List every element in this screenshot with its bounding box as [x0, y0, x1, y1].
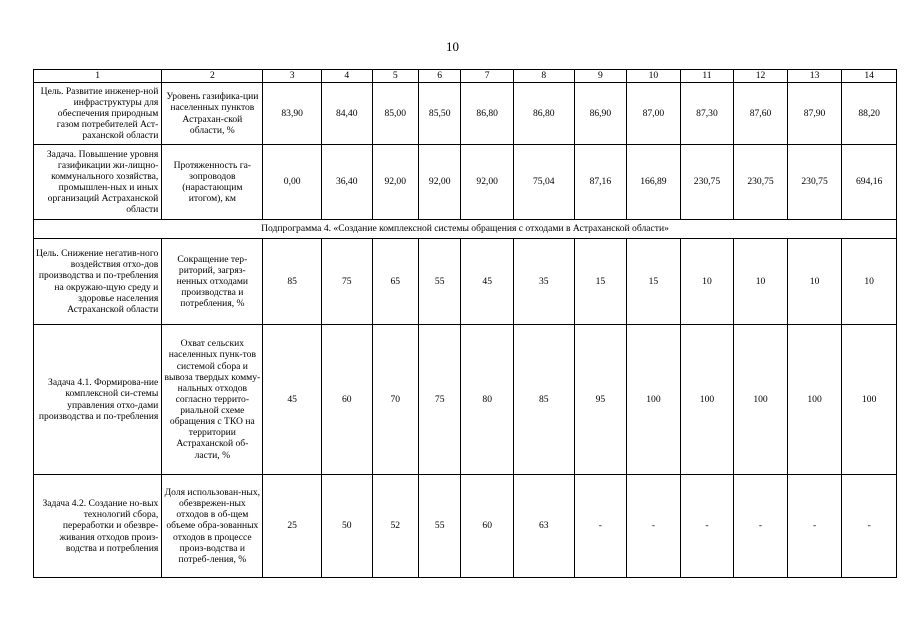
- value-cell: 80: [461, 325, 514, 475]
- value-cell: 65: [372, 239, 418, 325]
- value-cell: 60: [321, 325, 372, 475]
- value-cell: -: [842, 475, 897, 578]
- value-cell: 75,04: [513, 145, 574, 220]
- value-cell: 60: [461, 475, 514, 578]
- value-cell: 70: [372, 325, 418, 475]
- value-cell: 0,00: [263, 145, 322, 220]
- value-cell: 92,00: [418, 145, 460, 220]
- subprogram-row: [34, 220, 897, 239]
- header-cell: 5: [372, 70, 418, 83]
- value-cell: 100: [627, 325, 681, 475]
- value-cell: -: [734, 475, 788, 578]
- value-cell: 75: [418, 325, 460, 475]
- header-cell: 6: [418, 70, 460, 83]
- value-cell: 230,75: [787, 145, 842, 220]
- table-row: [34, 325, 897, 475]
- value-cell: 92,00: [372, 145, 418, 220]
- value-cell: 87,16: [574, 145, 627, 220]
- value-cell: 36,40: [321, 145, 372, 220]
- value-cell: 50: [321, 475, 372, 578]
- value-cell: 166,89: [627, 145, 681, 220]
- value-cell: 45: [461, 239, 514, 325]
- goal-cell: Задача 4.2. Создание но-вых технологий сбора, переработки и обезвре-живания отходов произ-водства и потребления: [34, 475, 162, 578]
- value-cell: 85,50: [418, 83, 460, 145]
- value-cell: 88,20: [842, 83, 897, 145]
- header-cell: 13: [787, 70, 842, 83]
- value-cell: 87,30: [680, 83, 734, 145]
- value-cell: 35: [513, 239, 574, 325]
- value-cell: 100: [734, 325, 788, 475]
- value-cell: -: [787, 475, 842, 578]
- value-cell: -: [574, 475, 627, 578]
- indicator-cell: Протяженность га-зопроводов (нарастающим итогом), км: [162, 145, 263, 220]
- goal-cell: Цель. Снижение негатив-ного воздействия отхо-дов производства и по-требления на окружаю-щую среду и здоровье населения Астраханской области: [34, 239, 162, 325]
- value-cell: 95: [574, 325, 627, 475]
- value-cell: 85,00: [372, 83, 418, 145]
- header-cell: 1: [34, 70, 162, 83]
- value-cell: 694,16: [842, 145, 897, 220]
- header-cell: 7: [461, 70, 514, 83]
- table-row: [34, 145, 897, 220]
- table-row: [34, 239, 897, 325]
- value-cell: 83,90: [263, 83, 322, 145]
- goal-cell: Цель. Развитие инженер-ной инфраструктуры для обеспечения природным газом потребителей Аст-раханской области: [34, 83, 162, 145]
- value-cell: -: [627, 475, 681, 578]
- value-cell: 52: [372, 475, 418, 578]
- header-cell: 3: [263, 70, 322, 83]
- value-cell: 85: [263, 239, 322, 325]
- goal-cell: Задача 4.1. Формирова-ние комплексной си-стемы управления отхо-дами производства и по-требления: [34, 325, 162, 475]
- value-cell: 100: [787, 325, 842, 475]
- header-cell: 9: [574, 70, 627, 83]
- indicator-cell: Уровень газифика-ции населенных пунктов Астрахан-ской области, %: [162, 83, 263, 145]
- table-row: [34, 475, 897, 578]
- indicator-cell: Сокращение тер-риторий, загряз-ненных отходами производства и потребления, %: [162, 239, 263, 325]
- header-cell: 10: [627, 70, 681, 83]
- header-cell: 11: [680, 70, 734, 83]
- value-cell: -: [680, 475, 734, 578]
- header-cell: 2: [162, 70, 263, 83]
- value-cell: 45: [263, 325, 322, 475]
- value-cell: 10: [680, 239, 734, 325]
- table-row: [34, 83, 897, 145]
- header-cell: 12: [734, 70, 788, 83]
- value-cell: 15: [574, 239, 627, 325]
- header-cell: 8: [513, 70, 574, 83]
- value-cell: 86,80: [461, 83, 514, 145]
- value-cell: 86,80: [513, 83, 574, 145]
- value-cell: 92,00: [461, 145, 514, 220]
- value-cell: 25: [263, 475, 322, 578]
- value-cell: 85: [513, 325, 574, 475]
- indicator-cell: Охват сельских населенных пунк-тов системой сбора и вывоза твердых комму-нальных отходов согласно террито-риальной схеме обращения с ТКО на территории Астраханской об-ласти, %: [162, 325, 263, 475]
- value-cell: 100: [842, 325, 897, 475]
- value-cell: 55: [418, 239, 460, 325]
- value-cell: 100: [680, 325, 734, 475]
- value-cell: 86,90: [574, 83, 627, 145]
- indicators-table: [33, 69, 897, 578]
- subprogram-title: Подпрограмма 4. «Создание комплексной системы обращения с отходами в Астраханской области»: [34, 220, 897, 239]
- value-cell: 10: [787, 239, 842, 325]
- value-cell: 55: [418, 475, 460, 578]
- header-row: [34, 70, 897, 83]
- value-cell: 87,60: [734, 83, 788, 145]
- value-cell: 15: [627, 239, 681, 325]
- page-number: 10: [446, 39, 459, 54]
- header-cell: 4: [321, 70, 372, 83]
- value-cell: 10: [734, 239, 788, 325]
- goal-cell: Задача. Повышение уровня газификации жи-лищно-коммунального хозяйства, промышлен-ных и иных организаций Астраханской области: [34, 145, 162, 220]
- value-cell: 87,90: [787, 83, 842, 145]
- value-cell: 63: [513, 475, 574, 578]
- header-cell: 14: [842, 70, 897, 83]
- value-cell: 230,75: [680, 145, 734, 220]
- value-cell: 84,40: [321, 83, 372, 145]
- value-cell: 87,00: [627, 83, 681, 145]
- indicator-cell: Доля использован-ных, обезврежен-ных отходов в об-щем объеме обра-зованных отходов в процессе произ-водства и потреб-ления, %: [162, 475, 263, 578]
- value-cell: 230,75: [734, 145, 788, 220]
- value-cell: 75: [321, 239, 372, 325]
- value-cell: 10: [842, 239, 897, 325]
